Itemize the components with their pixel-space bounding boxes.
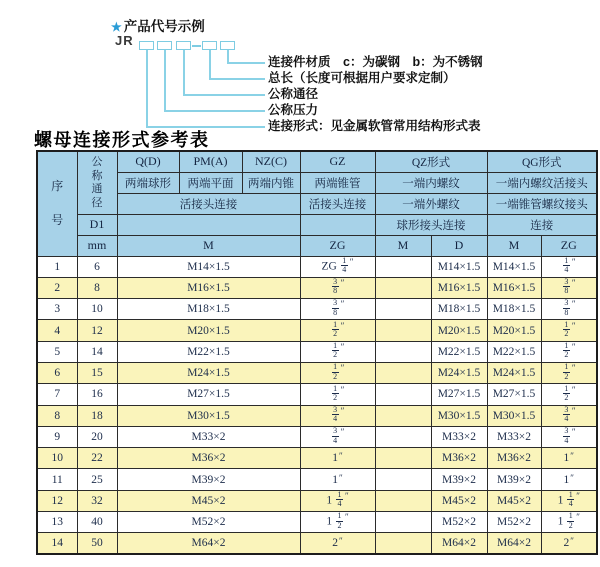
table-header	[37, 151, 597, 256]
qg-m-cell: M45×2	[487, 490, 541, 511]
gz-connection-label: 活接头连接	[300, 193, 375, 214]
nz-subtitle: 两端内锥	[242, 172, 300, 193]
qz-d-cell: M30×1.5	[431, 405, 487, 426]
table-row	[37, 448, 597, 469]
m-cell: M16×1.5	[117, 277, 300, 298]
nut-connection-table	[36, 150, 598, 555]
col-header-gz: GZ	[300, 151, 375, 172]
m-cell: M45×2	[117, 490, 300, 511]
q-subtitle: 两端球形	[117, 172, 179, 193]
qg-subtitle-2: 一端锥管螺纹接头	[487, 193, 597, 214]
seq-cell: 8	[37, 405, 77, 426]
qg-zg-cell: $\frac{1}{2}$ ″	[541, 341, 597, 362]
m-column-label: M	[117, 235, 300, 256]
gz-cell: 1″	[300, 469, 375, 490]
d1-label: D1	[77, 214, 117, 235]
label-connection-form: 连接形式：见金属软管常用结构形式表	[268, 119, 481, 133]
seq-cell: 2	[37, 277, 77, 298]
qz-subtitle-1: 一端内螺纹	[375, 172, 487, 193]
qz-d-cell: M27×1.5	[431, 384, 487, 405]
qz-m-cell	[375, 384, 431, 405]
table-row	[37, 426, 597, 447]
connector-line	[227, 62, 265, 64]
m-cell: M52×2	[117, 512, 300, 533]
qz-d-cell: M64×2	[431, 533, 487, 554]
col-header-qg: QG形式	[487, 151, 597, 172]
qz-d-cell: M45×2	[431, 490, 487, 511]
code-box-4	[202, 41, 217, 50]
qz-d-cell: M18×1.5	[431, 299, 487, 320]
gz-cell: 2″	[300, 533, 375, 554]
table-title: 螺母连接形式参考表	[34, 130, 210, 150]
qz-subtitle-2: 一端外螺纹	[375, 193, 487, 214]
qg-zg-cell: 1″	[541, 448, 597, 469]
connector-line	[183, 94, 265, 96]
qg-m-cell: M16×1.5	[487, 277, 541, 298]
table-row	[37, 512, 597, 533]
qz-connection-label: 球形接头连接	[375, 214, 487, 235]
qg-zg-cell: $\frac{1}{2}$ ″	[541, 320, 597, 341]
seq-cell: 12	[37, 490, 77, 511]
connector-line	[164, 110, 265, 112]
col-header-nz: NZ(C)	[242, 151, 300, 172]
code-box-5	[220, 41, 235, 50]
qg-zg-column-label: ZG	[541, 235, 597, 256]
gz-cell: 1 $\frac{1}{2}$ ″	[300, 512, 375, 533]
table-row	[37, 405, 597, 426]
qg-m-cell: M39×2	[487, 469, 541, 490]
dn-cell: 20	[77, 426, 117, 447]
qz-m-cell	[375, 362, 431, 383]
qz-d-cell: M20×1.5	[431, 320, 487, 341]
connector-line	[209, 78, 265, 80]
seq-cell: 10	[37, 448, 77, 469]
qg-m-cell: M24×1.5	[487, 362, 541, 383]
dn-cell: 25	[77, 469, 117, 490]
qg-subtitle-1: 一端内螺纹活接头	[487, 172, 597, 193]
dn-cell: 10	[77, 299, 117, 320]
gz-cell: $\frac{3}{8}$ ″	[300, 299, 375, 320]
seq-cell: 6	[37, 362, 77, 383]
mm-unit-label: mm	[77, 235, 117, 256]
qz-m-cell	[375, 405, 431, 426]
gz-subtitle: 两端锥管	[300, 172, 375, 193]
seq-cell: 9	[37, 426, 77, 447]
gz-cell: $\frac{1}{2}$ ″	[300, 362, 375, 383]
star-icon: ★	[111, 20, 122, 34]
gz-cell: $\frac{3}{4}$ ″	[300, 405, 375, 426]
m-cell: M33×2	[117, 426, 300, 447]
diagram-heading-text: 产品代号示例	[123, 19, 205, 34]
empty-cell	[117, 214, 300, 235]
table-row	[37, 362, 597, 383]
col-header-qz: QZ形式	[375, 151, 487, 172]
table-row	[37, 533, 597, 554]
label-nominal-diameter: 公称通径	[268, 87, 319, 101]
col-header-q: Q(D)	[117, 151, 179, 172]
col-header-dn: 公 称 通 径	[77, 151, 117, 214]
m-cell: M27×1.5	[117, 384, 300, 405]
qg-m-cell: M52×2	[487, 512, 541, 533]
m-cell: M64×2	[117, 533, 300, 554]
seq-cell: 7	[37, 384, 77, 405]
dn-cell: 18	[77, 405, 117, 426]
dn-cell: 32	[77, 490, 117, 511]
code-box-1	[139, 41, 154, 50]
dn-cell: 6	[77, 256, 117, 277]
qg-m-cell: M14×1.5	[487, 256, 541, 277]
gz-cell: $\frac{1}{2}$ ″	[300, 384, 375, 405]
qg-zg-cell: $\frac{3}{4}$ ″	[541, 426, 597, 447]
qg-m-cell: M33×2	[487, 426, 541, 447]
table-row	[37, 490, 597, 511]
qg-zg-cell: $\frac{1}{2}$ ″	[541, 384, 597, 405]
col-header-pm: PM(A)	[179, 151, 242, 172]
m-cell: M20×1.5	[117, 320, 300, 341]
gz-cell: $\frac{1}{2}$ ″	[300, 320, 375, 341]
qz-d-cell: M22×1.5	[431, 341, 487, 362]
table-body	[37, 256, 597, 554]
gz-cell: 1″	[300, 448, 375, 469]
code-box-2	[157, 41, 172, 50]
table-row	[37, 469, 597, 490]
gz-cell: $\frac{1}{2}$ ″	[300, 341, 375, 362]
seq-cell: 11	[37, 469, 77, 490]
qg-zg-cell: $\frac{3}{8}$ ″	[541, 277, 597, 298]
dn-cell: 50	[77, 533, 117, 554]
qg-m-cell: M18×1.5	[487, 299, 541, 320]
label-nominal-pressure: 公称压力	[268, 103, 319, 117]
table-row	[37, 320, 597, 341]
seq-cell: 13	[37, 512, 77, 533]
qg-zg-cell: 1 $\frac{1}{4}$ ″	[541, 490, 597, 511]
qz-m-cell	[375, 256, 431, 277]
qg-m-cell: M64×2	[487, 533, 541, 554]
dn-cell: 15	[77, 362, 117, 383]
label-total-length: 总长（长度可根据用户要求定制）	[268, 71, 456, 85]
m-cell: M39×2	[117, 469, 300, 490]
gz-cell: $\frac{3}{4}$ ″	[300, 426, 375, 447]
qg-zg-cell: $\frac{1}{4}$ ″	[541, 256, 597, 277]
dn-cell: 40	[77, 512, 117, 533]
diagram-heading	[111, 15, 205, 35]
qz-m-cell	[375, 341, 431, 362]
seq-cell: 4	[37, 320, 77, 341]
m-cell: M18×1.5	[117, 299, 300, 320]
dn-cell: 22	[77, 448, 117, 469]
qz-d-column-label: D	[431, 235, 487, 256]
qz-m-cell	[375, 469, 431, 490]
gz-cell: $\frac{3}{8}$ ″	[300, 277, 375, 298]
qg-m-cell: M22×1.5	[487, 341, 541, 362]
label-material: 连接件材质 c：为碳钢 b：为不锈钢	[268, 55, 483, 69]
m-cell: M36×2	[117, 448, 300, 469]
qz-m-cell	[375, 299, 431, 320]
table-row	[37, 341, 597, 362]
table-row	[37, 299, 597, 320]
union-connection-label: 活接头连接	[117, 193, 300, 214]
table-row	[37, 384, 597, 405]
qg-connection-label: 连接	[487, 214, 597, 235]
dn-cell: 8	[77, 277, 117, 298]
dn-cell: 12	[77, 320, 117, 341]
code-box-3	[176, 41, 191, 50]
seq-cell: 5	[37, 341, 77, 362]
connector-line	[183, 50, 185, 95]
qz-m-cell	[375, 320, 431, 341]
qz-m-cell	[375, 490, 431, 511]
connector-line	[146, 50, 148, 127]
dn-cell: 14	[77, 341, 117, 362]
qz-m-cell	[375, 533, 431, 554]
m-cell: M22×1.5	[117, 341, 300, 362]
qg-m-column-label: M	[487, 235, 541, 256]
dn-cell: 16	[77, 384, 117, 405]
seq-cell: 1	[37, 256, 77, 277]
qg-zg-cell: 1 $\frac{1}{2}$ ″	[541, 512, 597, 533]
qg-zg-cell: $\frac{3}{4}$ ″	[541, 405, 597, 426]
gz-cell: 1 $\frac{1}{4}$ ″	[300, 490, 375, 511]
seq-cell: 14	[37, 533, 77, 554]
connector-line	[209, 50, 211, 79]
code-prefix: JR	[115, 33, 134, 48]
qz-m-cell	[375, 426, 431, 447]
qz-m-column-label: M	[375, 235, 431, 256]
m-cell: M14×1.5	[117, 256, 300, 277]
m-cell: M30×1.5	[117, 405, 300, 426]
qg-zg-cell: 2″	[541, 533, 597, 554]
qg-zg-cell: $\frac{3}{8}$ ″	[541, 299, 597, 320]
qz-d-cell: M33×2	[431, 426, 487, 447]
code-dash	[192, 45, 201, 47]
qg-m-cell: M27×1.5	[487, 384, 541, 405]
col-header-seq: 序 号	[37, 151, 77, 256]
connector-line	[164, 50, 166, 111]
pm-subtitle: 两端平面	[179, 172, 242, 193]
qz-m-cell	[375, 448, 431, 469]
empty-cell	[300, 214, 375, 235]
table-row	[37, 277, 597, 298]
qz-d-cell: M52×2	[431, 512, 487, 533]
qg-zg-cell: 1″	[541, 469, 597, 490]
qz-d-cell: M16×1.5	[431, 277, 487, 298]
qg-zg-cell: $\frac{1}{2}$ ″	[541, 362, 597, 383]
m-cell: M24×1.5	[117, 362, 300, 383]
qz-d-cell: M24×1.5	[431, 362, 487, 383]
qz-d-cell: M36×2	[431, 448, 487, 469]
table-row	[37, 256, 597, 277]
qz-m-cell	[375, 277, 431, 298]
qg-m-cell: M30×1.5	[487, 405, 541, 426]
qz-d-cell: M39×2	[431, 469, 487, 490]
zg-column-label: ZG	[300, 235, 375, 256]
qg-m-cell: M36×2	[487, 448, 541, 469]
qz-m-cell	[375, 512, 431, 533]
qg-m-cell: M20×1.5	[487, 320, 541, 341]
gz-cell: ZG $\frac{1}{4}$ ″	[300, 256, 375, 277]
qz-d-cell: M14×1.5	[431, 256, 487, 277]
seq-cell: 3	[37, 299, 77, 320]
